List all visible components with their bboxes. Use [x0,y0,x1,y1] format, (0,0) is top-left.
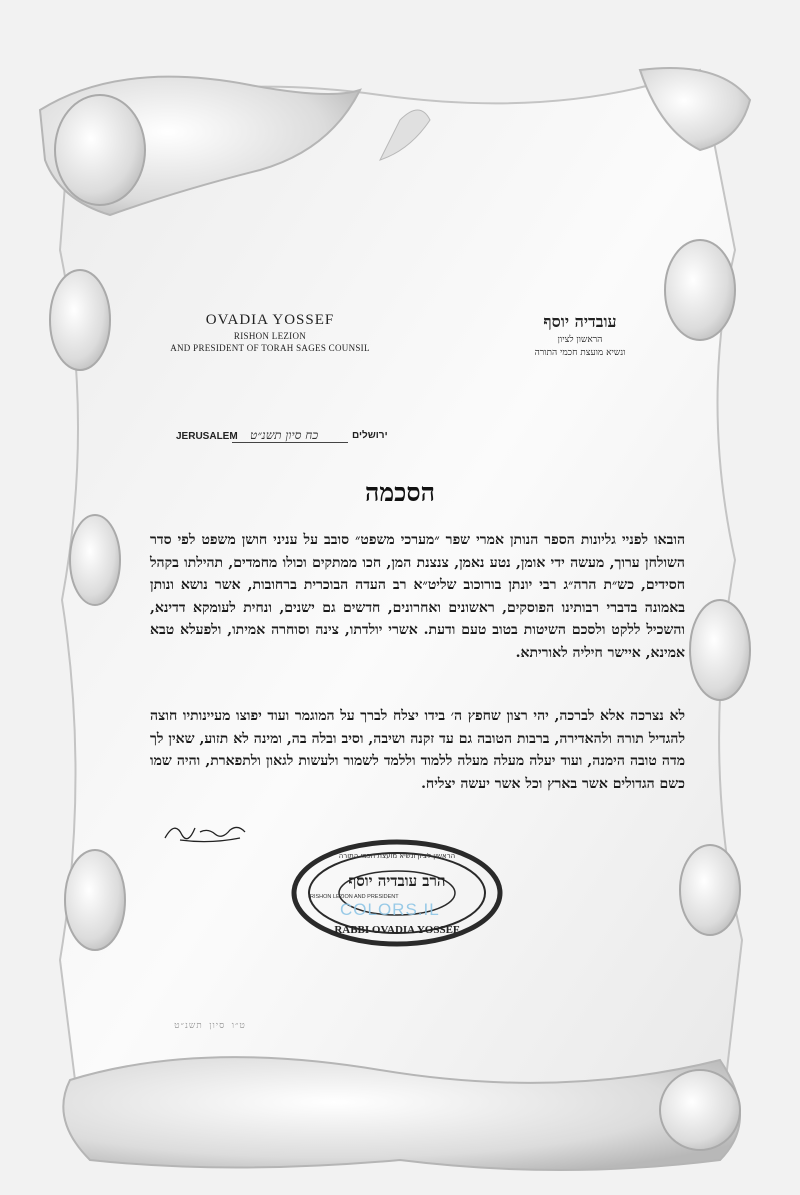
letterhead-english [150,312,390,353]
dateline-handwritten-date: כח סיון תשנ״ט [250,428,319,442]
dateline-city-he: ירושלים [352,430,388,441]
signature-image [160,810,250,850]
document-title: הסכמה [364,478,436,507]
dateline-city-en: JERUSALEM [176,431,238,442]
svg-text:RISHON LEZION AND PRESIDENT: RISHON LEZION AND PRESIDENT [310,894,399,900]
svg-text:הראשון לציון ונשיא מועצת חכמי: הראשון לציון ונשיא מועצת חכמי התורה [338,852,456,860]
letterhead-he-line2: ונשיא מועצת חכמי התורה [534,348,626,358]
body-paragraph-1: הובאו לפניי גליונות הספר הנותן אמרי שפר ״מערכי משפט״ סובב על עניני חושן משפט לפי סדר השולחן ערוך, מעשה ידי אומן, נטע נאמן, צנצנת המן, חכו ממתקים וכולו מחמדים, תהילתו בקהל חסידים, כש״ת הרה״ג רבי יונתן בורוכוב שליט״א רב העדה הבוכרית ברחובות, אשר נושא ונותן באמונה בדברי רבותינו הפוסקים, ראשונים ואחרונים, חדשים גם ישנים, ונחית לעומקא דדינא, והשכיל ללקט ולסכם השיטות בטוב טעם ודעת. אשרי יולדתו, צינה וסוחרה אמיתו, ולפעלא טבא אמינא, איישר חיליה לאוריתא. [150,532,685,661]
letterhead-en-name: OVADIA YOSSEF [205,312,335,328]
dateline [170,428,420,448]
letterhead-he-line1: הראשון לציון [557,335,603,345]
watermark: COLORS.IL [340,900,440,919]
svg-text:RABBI OVADIA YOSSEF: RABBI OVADIA YOSSEF [334,924,460,936]
letterhead-hebrew [525,312,635,358]
svg-text:הרב עובדיה יוסף: הרב עובדיה יוסף [348,872,446,890]
official-stamp [290,838,505,948]
body-paragraph-2: לא נצרכה אלא לברכה, יהי רצון שחפץ ה׳ בידו יצלח לברך על המוגמר ועוד יפוצו מעיינותיו חוצה להגדיל תורה ולהאדירה, ברבות הטובה גם עד זקנה ושיבה, וסיב ובלה בה, ומינה לא תזוע, שאין לך מדה טובה הימנה, ועוד יעלה מעלה מעלה ללמוד וללמד לשמור ולעשות לגאון ולתפארת, והיה שמו כשם הגדולים אשר בארץ וכל אשר יעשה יצליח. [150,708,685,792]
letterhead-en-line2: AND PRESIDENT OF TORAH SAGES COUNSIL [170,343,370,353]
letterhead-he-name: עובדיה יוסף [543,312,617,331]
stamp-date: ט״ו סיון תשנ״ט [174,1021,246,1031]
letterhead-en-line1: RISHON LEZION [233,331,307,341]
